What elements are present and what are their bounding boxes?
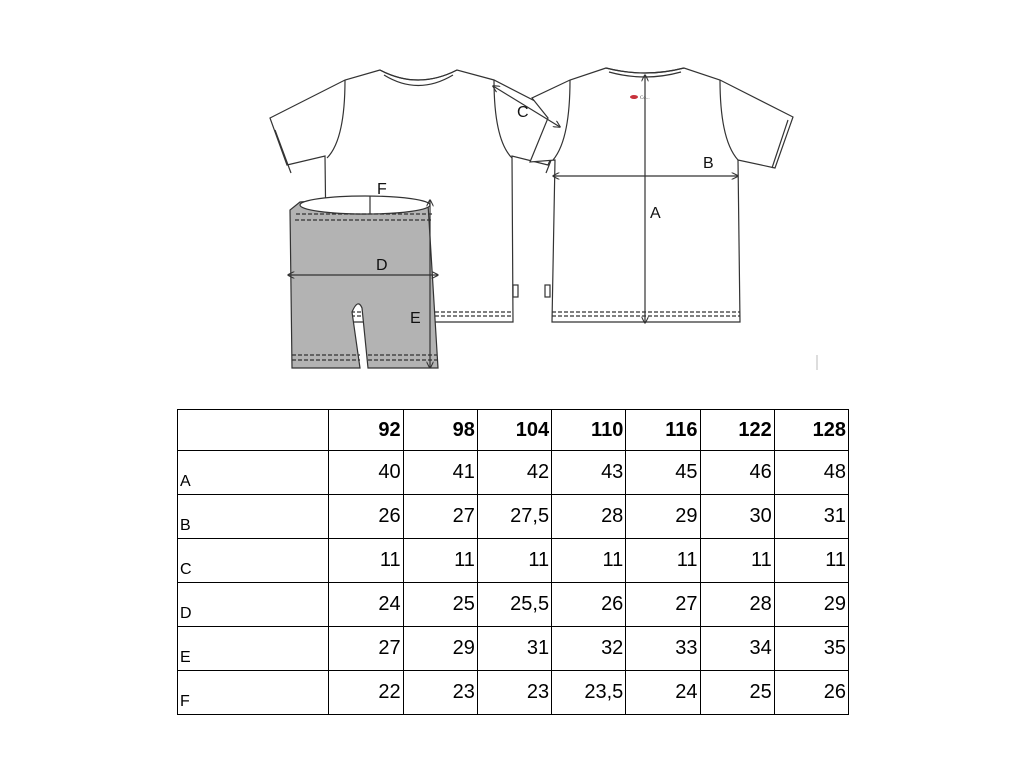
size-chart-table <box>177 409 849 715</box>
brand-mark <box>630 95 638 99</box>
table-cell: 28 <box>700 583 774 627</box>
table-cell: 25 <box>403 583 477 627</box>
table-cell: 40 <box>329 451 403 495</box>
shorts <box>290 196 438 368</box>
row-label: D <box>178 583 329 627</box>
table-cell: 31 <box>774 495 848 539</box>
table-cell: 29 <box>626 495 700 539</box>
table-cell: 28 <box>552 495 626 539</box>
table-cell: 23,5 <box>552 671 626 715</box>
size-header: 104 <box>477 410 551 451</box>
table-cell: 43 <box>552 451 626 495</box>
table-cell: 11 <box>552 539 626 583</box>
table-cell: 33 <box>626 627 700 671</box>
table-cell: 11 <box>329 539 403 583</box>
corner-cell <box>178 410 329 451</box>
size-header: 92 <box>329 410 403 451</box>
row-label: B <box>178 495 329 539</box>
size-header-row <box>178 410 849 451</box>
table-cell: 27 <box>403 495 477 539</box>
label-a: A <box>650 205 661 222</box>
table-cell: 25 <box>700 671 774 715</box>
table-cell: 24 <box>329 583 403 627</box>
table-cell: 41 <box>403 451 477 495</box>
table-cell: 24 <box>626 671 700 715</box>
brand-logo-text: Co... <box>640 96 650 101</box>
table-cell: 23 <box>477 671 551 715</box>
table-row <box>178 539 849 583</box>
table-cell: 26 <box>329 495 403 539</box>
table-cell: 42 <box>477 451 551 495</box>
table-cell: 29 <box>403 627 477 671</box>
table-cell: 23 <box>403 671 477 715</box>
table-cell: 11 <box>774 539 848 583</box>
table-cell: 27 <box>626 583 700 627</box>
tshirt-back <box>530 68 793 322</box>
table-cell: 35 <box>774 627 848 671</box>
table-cell: 29 <box>774 583 848 627</box>
table-cell: 26 <box>774 671 848 715</box>
size-header: 98 <box>403 410 477 451</box>
size-header: 122 <box>700 410 774 451</box>
table-cell: 48 <box>774 451 848 495</box>
shorts-body <box>290 199 438 368</box>
table-row <box>178 627 849 671</box>
table-row <box>178 583 849 627</box>
table-cell: 11 <box>403 539 477 583</box>
table-cell: 26 <box>552 583 626 627</box>
label-f: F <box>377 181 387 198</box>
table-cell: 34 <box>700 627 774 671</box>
row-label: A <box>178 451 329 495</box>
size-header: 110 <box>552 410 626 451</box>
row-label: F <box>178 671 329 715</box>
size-header: 116 <box>626 410 700 451</box>
label-e: E <box>410 310 421 327</box>
size-header: 128 <box>774 410 848 451</box>
table-cell: 11 <box>700 539 774 583</box>
table-cell: 11 <box>477 539 551 583</box>
label-d: D <box>376 257 388 274</box>
table-cell: 31 <box>477 627 551 671</box>
table-cell: 27 <box>329 627 403 671</box>
row-label: C <box>178 539 329 583</box>
table-cell: 30 <box>700 495 774 539</box>
table-cell: 27,5 <box>477 495 551 539</box>
table-cell: 32 <box>552 627 626 671</box>
table-cell: 25,5 <box>477 583 551 627</box>
table-row <box>178 495 849 539</box>
table-row <box>178 671 849 715</box>
table-cell: 22 <box>329 671 403 715</box>
table-row <box>178 451 849 495</box>
label-b: B <box>703 155 714 172</box>
table-cell: 45 <box>626 451 700 495</box>
table-cell: 11 <box>626 539 700 583</box>
label-c: C <box>517 104 529 121</box>
table-cell: 46 <box>700 451 774 495</box>
row-label: E <box>178 627 329 671</box>
